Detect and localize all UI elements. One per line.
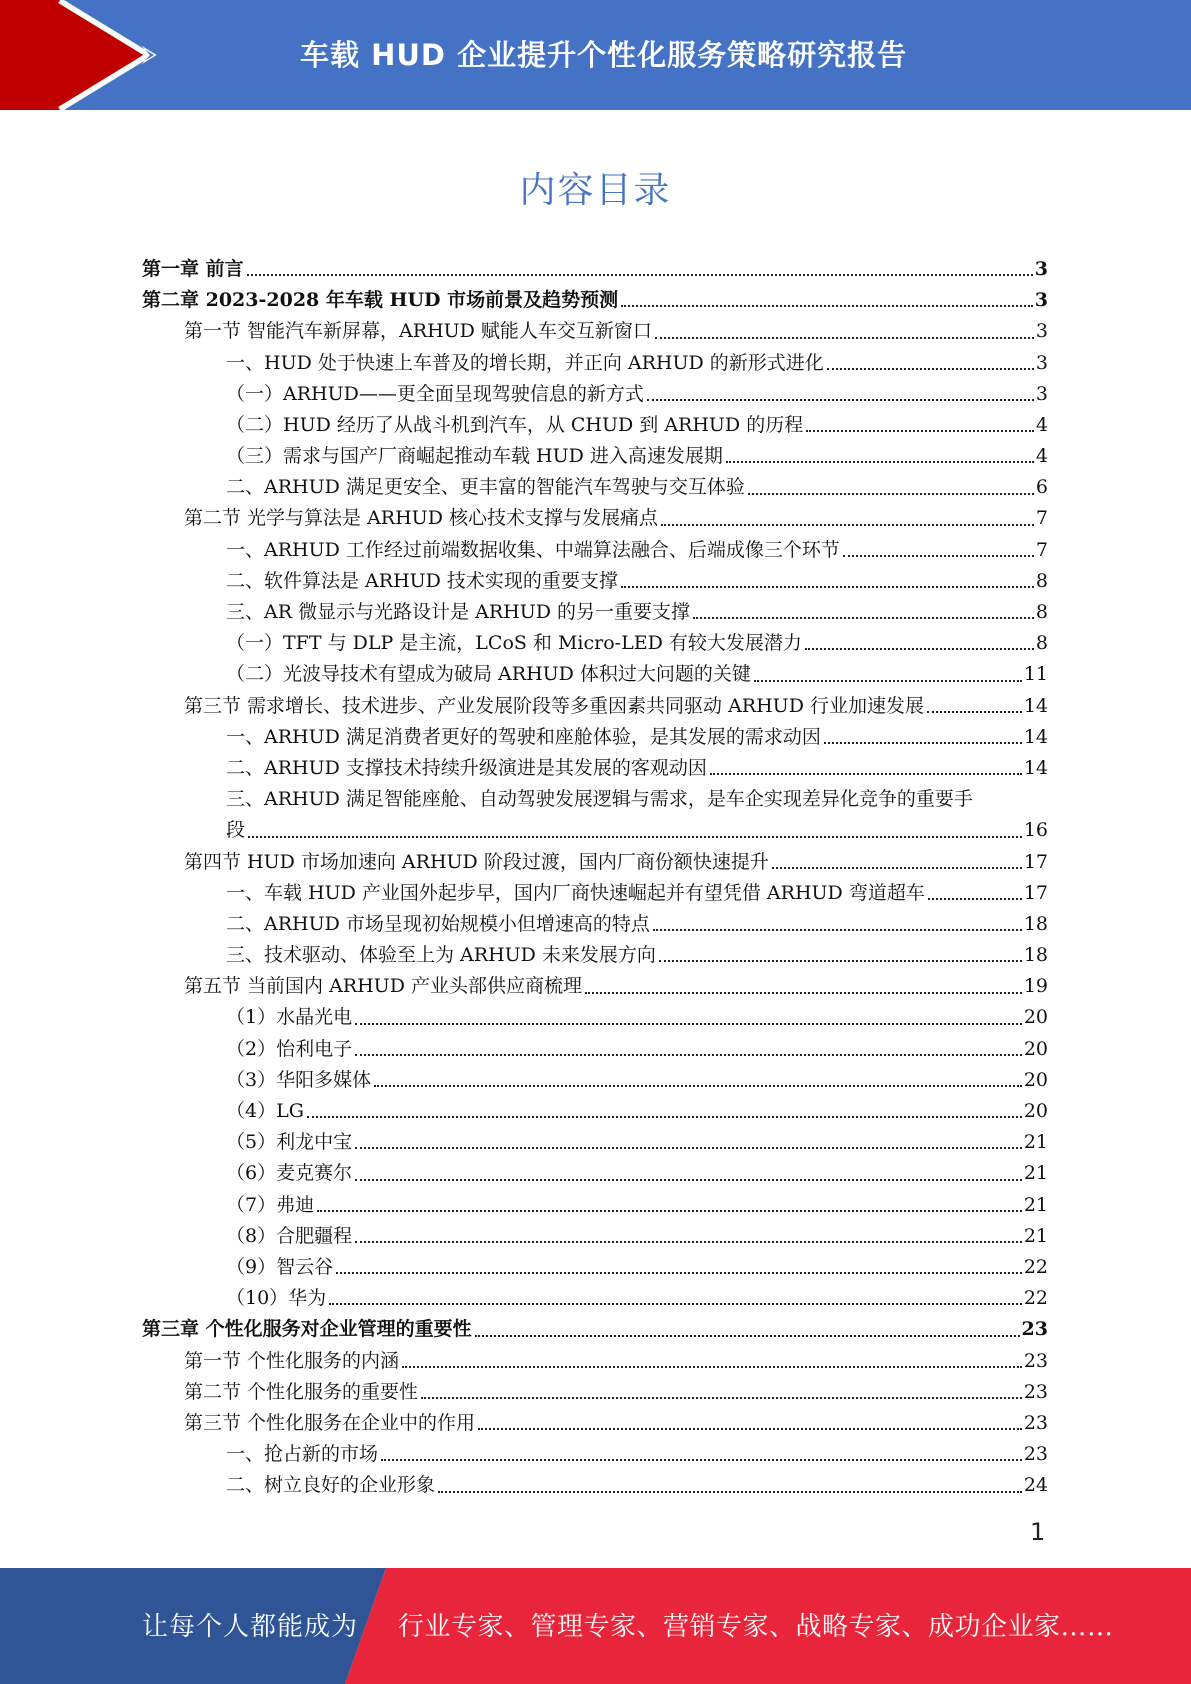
toc-dot-leader bbox=[247, 274, 1033, 276]
toc-entry-label: 一、HUD 处于快速上车普及的增长期，并正向 ARHUD 的新形式进化 bbox=[226, 351, 824, 374]
toc-dot-leader bbox=[374, 1085, 1022, 1087]
footer-slogan-left: 让每个人都能成为 bbox=[142, 1612, 359, 1642]
toc-entry[interactable] bbox=[142, 597, 1048, 628]
toc-entry[interactable] bbox=[142, 1408, 1048, 1439]
toc-entry-label: 第四节 HUD 市场加速向 ARHUD 阶段过渡，国内厂商份额快速提升 bbox=[184, 850, 769, 873]
toc-entry-label: （一）ARHUD——更全面呈现驾驶信息的新方式 bbox=[226, 382, 644, 405]
toc-entry-page: 23 bbox=[1021, 1318, 1048, 1341]
toc-entry-label: 二、ARHUD 市场呈现初始规模小但增速高的特点 bbox=[226, 912, 650, 935]
toc-entry[interactable] bbox=[142, 1314, 1048, 1345]
toc-entry-page: 16 bbox=[1023, 819, 1048, 842]
toc-dot-leader bbox=[647, 399, 1034, 401]
toc-dot-leader bbox=[478, 1428, 1022, 1430]
toc-entry-label: 一、车载 HUD 产业国外起步早，国内厂商快速崛起并有望凭借 ARHUD 弯道超车 bbox=[226, 881, 925, 904]
toc-dot-leader bbox=[585, 992, 1022, 994]
toc-entry-page: 4 bbox=[1035, 445, 1048, 468]
toc-entry-label: 三、ARHUD 满足智能座舱、自动驾驶发展逻辑与需求，是车企实现差异化竞争的重要手 bbox=[226, 788, 973, 811]
toc-entry-page: 8 bbox=[1035, 601, 1048, 624]
toc-entry[interactable] bbox=[142, 1283, 1048, 1314]
toc-dot-leader bbox=[355, 1241, 1022, 1243]
toc-entry-label: （二）光波导技术有望成为破局 ARHUD 体积过大问题的关键 bbox=[226, 663, 751, 686]
toc-dot-leader bbox=[421, 1397, 1022, 1399]
toc-entry-label: 三、AR 微显示与光路设计是 ARHUD 的另一重要支撑 bbox=[226, 601, 690, 624]
toc-entry-label: 二、ARHUD 支撑技术持续升级演进是其发展的客观动因 bbox=[226, 756, 707, 779]
toc-entry[interactable] bbox=[142, 909, 1048, 940]
toc-entry-label: 一、抢占新的市场 bbox=[226, 1443, 379, 1466]
table-of-contents bbox=[142, 254, 1048, 1502]
toc-entry[interactable] bbox=[142, 1221, 1048, 1252]
toc-entry[interactable] bbox=[142, 722, 1048, 753]
toc-entry[interactable] bbox=[142, 628, 1048, 659]
toc-entry-label: 第三章 个性化服务对企业管理的重要性 bbox=[142, 1318, 472, 1341]
toc-entry[interactable] bbox=[142, 1034, 1048, 1065]
toc-entry-label: 第一节 智能汽车新屏幕，ARHUD 赋能人车交互新窗口 bbox=[184, 320, 652, 343]
toc-entry-page: 8 bbox=[1035, 569, 1048, 592]
toc-dot-leader bbox=[438, 1491, 1022, 1493]
toc-entry-page: 7 bbox=[1035, 538, 1048, 561]
toc-entry[interactable] bbox=[142, 316, 1048, 347]
toc-entry-label: （三）需求与国产厂商崛起推动车载 HUD 进入高速发展期 bbox=[226, 445, 723, 468]
toc-entry[interactable] bbox=[142, 472, 1048, 503]
toc-entry-page: 20 bbox=[1023, 1068, 1048, 1091]
toc-dot-leader bbox=[772, 867, 1022, 869]
toc-entry-label: 段 bbox=[226, 819, 246, 842]
toc-entry[interactable] bbox=[142, 784, 1048, 815]
toc-entry-page: 22 bbox=[1023, 1255, 1048, 1278]
toc-entry-label: 二、树立良好的企业形象 bbox=[226, 1474, 436, 1497]
toc-dot-leader bbox=[355, 1054, 1022, 1056]
toc-entry-label: （6）麦克赛尔 bbox=[226, 1162, 353, 1185]
toc-entry-page: 20 bbox=[1023, 1037, 1048, 1060]
toc-dot-leader bbox=[693, 617, 1034, 619]
toc-dot-leader bbox=[843, 555, 1034, 557]
page-footer bbox=[0, 1568, 1191, 1684]
toc-dot-leader bbox=[927, 711, 1022, 713]
toc-entry[interactable] bbox=[142, 1377, 1048, 1408]
toc-entry-label: （5）利龙中宝 bbox=[226, 1131, 353, 1154]
toc-entry[interactable] bbox=[142, 1470, 1048, 1501]
toc-dot-leader bbox=[355, 1023, 1022, 1025]
toc-entry-label: （2）怡利电子 bbox=[226, 1037, 353, 1060]
toc-entry[interactable] bbox=[142, 753, 1048, 784]
toc-entry-page: 14 bbox=[1023, 725, 1048, 748]
toc-dot-leader bbox=[827, 368, 1034, 370]
toc-dot-leader bbox=[621, 586, 1034, 588]
toc-entry[interactable] bbox=[142, 1127, 1048, 1158]
toc-entry-page: 19 bbox=[1023, 975, 1048, 998]
toc-entry[interactable] bbox=[142, 441, 1048, 472]
toc-entry-label: 二、ARHUD 满足更安全、更丰富的智能汽车驾驶与交互体验 bbox=[226, 476, 745, 499]
toc-entry-label: （10）华为 bbox=[226, 1287, 327, 1310]
toc-entry-label: 三、技术驱动、体验至上为 ARHUD 未来发展方向 bbox=[226, 944, 656, 967]
toc-entry-page: 21 bbox=[1023, 1224, 1048, 1247]
toc-entry[interactable] bbox=[142, 254, 1048, 285]
toc-entry-label: 第一章 前言 bbox=[142, 257, 244, 280]
toc-entry-page: 21 bbox=[1023, 1131, 1048, 1154]
toc-dot-leader bbox=[653, 929, 1022, 931]
toc-dot-leader bbox=[748, 493, 1034, 495]
toc-entry-label: （一）TFT 与 DLP 是主流，LCoS 和 Micro-LED 有较大发展潜力 bbox=[226, 632, 802, 655]
toc-entry-page: 21 bbox=[1023, 1162, 1048, 1185]
footer-slogan-right: 行业专家、管理专家、营销专家、战略专家、成功企业家…… bbox=[398, 1612, 1114, 1642]
toc-entry-page: 23 bbox=[1023, 1443, 1048, 1466]
toc-entry-page: 3 bbox=[1035, 320, 1048, 343]
toc-entry[interactable] bbox=[142, 504, 1048, 535]
toc-entry-page: 21 bbox=[1023, 1193, 1048, 1216]
toc-entry[interactable] bbox=[142, 1252, 1048, 1283]
toc-dot-leader bbox=[355, 1147, 1022, 1149]
toc-entry-label: 第二节 个性化服务的重要性 bbox=[184, 1380, 419, 1403]
toc-entry-label: 第一节 个性化服务的内涵 bbox=[184, 1349, 400, 1372]
toc-entry-page: 3 bbox=[1034, 289, 1048, 312]
toc-entry-page: 23 bbox=[1023, 1349, 1048, 1372]
toc-entry-page: 23 bbox=[1023, 1380, 1048, 1403]
toc-entry-label: （8）合肥疆程 bbox=[226, 1224, 353, 1247]
toc-entry-label: 一、ARHUD 工作经过前端数据收集、中端算法融合、后端成像三个环节 bbox=[226, 538, 840, 561]
toc-entry[interactable] bbox=[142, 1096, 1048, 1127]
toc-dot-leader bbox=[402, 1366, 1022, 1368]
toc-dot-leader bbox=[329, 1303, 1022, 1305]
toc-entry-page: 20 bbox=[1023, 1100, 1048, 1123]
toc-entry[interactable] bbox=[142, 659, 1048, 690]
toc-dot-leader bbox=[754, 680, 1022, 682]
toc-dot-leader bbox=[726, 461, 1034, 463]
toc-dot-leader bbox=[475, 1335, 1020, 1337]
toc-entry[interactable] bbox=[142, 847, 1048, 878]
page-number: 1 bbox=[1030, 1518, 1046, 1546]
toc-entry-page: 22 bbox=[1023, 1287, 1048, 1310]
header-title: 车载 HUD 企业提升个性化服务策略研究报告 bbox=[300, 38, 908, 72]
toc-entry[interactable] bbox=[142, 1346, 1048, 1377]
toc-dot-leader bbox=[248, 836, 1022, 838]
toc-entry-label: 第三节 需求增长、技术进步、产业发展阶段等多重因素共同驱动 ARHUD 行业加速发展 bbox=[184, 694, 924, 717]
toc-entry-page: 17 bbox=[1023, 881, 1048, 904]
page-header bbox=[0, 0, 1191, 110]
toc-entry-label: （二）HUD 经历了从战斗机到汽车，从 CHUD 到 ARHUD 的历程 bbox=[226, 413, 804, 436]
toc-entry[interactable] bbox=[142, 691, 1048, 722]
toc-entry-page: 14 bbox=[1023, 694, 1048, 717]
toc-dot-leader bbox=[336, 1272, 1022, 1274]
toc-entry-label: 第二章 2023-2028 年车载 HUD 市场前景及趋势预测 bbox=[142, 289, 619, 312]
toc-dot-leader bbox=[659, 960, 1022, 962]
toc-entry[interactable] bbox=[142, 971, 1048, 1002]
toc-entry-page: 3 bbox=[1034, 257, 1048, 280]
toc-entry[interactable] bbox=[142, 566, 1048, 597]
toc-dot-leader bbox=[317, 1210, 1022, 1212]
toc-entry-page: 23 bbox=[1023, 1411, 1048, 1434]
toc-entry-page: 3 bbox=[1035, 351, 1048, 374]
toc-entry[interactable] bbox=[142, 535, 1048, 566]
toc-entry-label: 第二节 光学与算法是 ARHUD 核心技术支撑与发展痛点 bbox=[184, 507, 658, 530]
toc-dot-leader bbox=[621, 305, 1033, 307]
toc-entry-label: 第五节 当前国内 ARHUD 产业头部供应商梳理 bbox=[184, 975, 582, 998]
toc-entry[interactable] bbox=[142, 1003, 1048, 1034]
toc-entry[interactable] bbox=[142, 285, 1048, 316]
toc-entry[interactable] bbox=[142, 348, 1048, 379]
toc-entry[interactable] bbox=[142, 940, 1048, 971]
toc-entry[interactable] bbox=[142, 410, 1048, 441]
toc-entry-page: 18 bbox=[1023, 912, 1048, 935]
toc-entry-label: （1）水晶光电 bbox=[226, 1006, 353, 1029]
toc-entry-label: 第三节 个性化服务在企业中的作用 bbox=[184, 1411, 476, 1434]
toc-dot-leader bbox=[661, 524, 1034, 526]
toc-entry-page: 20 bbox=[1023, 1006, 1048, 1029]
toc-entry-label: （9）智云谷 bbox=[226, 1255, 334, 1278]
toc-dot-leader bbox=[710, 773, 1022, 775]
toc-entry-page: 18 bbox=[1023, 944, 1048, 967]
toc-entry-page: 14 bbox=[1023, 756, 1048, 779]
toc-dot-leader bbox=[806, 430, 1034, 432]
toc-entry[interactable] bbox=[142, 1158, 1048, 1189]
toc-entry[interactable] bbox=[142, 1190, 1048, 1221]
toc-entry[interactable] bbox=[142, 1439, 1048, 1470]
toc-dot-leader bbox=[655, 337, 1034, 339]
toc-dot-leader bbox=[381, 1459, 1022, 1461]
toc-entry-page: 17 bbox=[1023, 850, 1048, 873]
toc-entry[interactable] bbox=[142, 815, 1048, 846]
toc-entry-label: 一、ARHUD 满足消费者更好的驾驶和座舱体验，是其发展的需求动因 bbox=[226, 725, 821, 748]
toc-entry-page: 7 bbox=[1035, 507, 1048, 530]
toc-entry[interactable] bbox=[142, 1065, 1048, 1096]
toc-title: 内容目录 bbox=[519, 170, 672, 211]
toc-entry-page: 11 bbox=[1023, 663, 1048, 686]
toc-entry-page: 24 bbox=[1023, 1474, 1048, 1497]
toc-entry-label: （3）华阳多媒体 bbox=[226, 1068, 372, 1091]
toc-entry-label: （4）LG bbox=[226, 1100, 304, 1123]
toc-dot-leader bbox=[928, 898, 1022, 900]
toc-entry-page: 4 bbox=[1035, 413, 1048, 436]
toc-dot-leader bbox=[805, 648, 1034, 650]
toc-entry-page: 3 bbox=[1035, 382, 1048, 405]
toc-dot-leader bbox=[824, 742, 1022, 744]
toc-dot-leader bbox=[355, 1179, 1022, 1181]
toc-entry-label: 二、软件算法是 ARHUD 技术实现的重要支撑 bbox=[226, 569, 618, 592]
toc-dot-leader bbox=[307, 1116, 1022, 1118]
toc-entry[interactable] bbox=[142, 878, 1048, 909]
toc-entry[interactable] bbox=[142, 379, 1048, 410]
toc-entry-label: （7）弗迪 bbox=[226, 1193, 315, 1216]
toc-entry-page: 8 bbox=[1035, 632, 1048, 655]
toc-entry-page: 6 bbox=[1035, 476, 1048, 499]
